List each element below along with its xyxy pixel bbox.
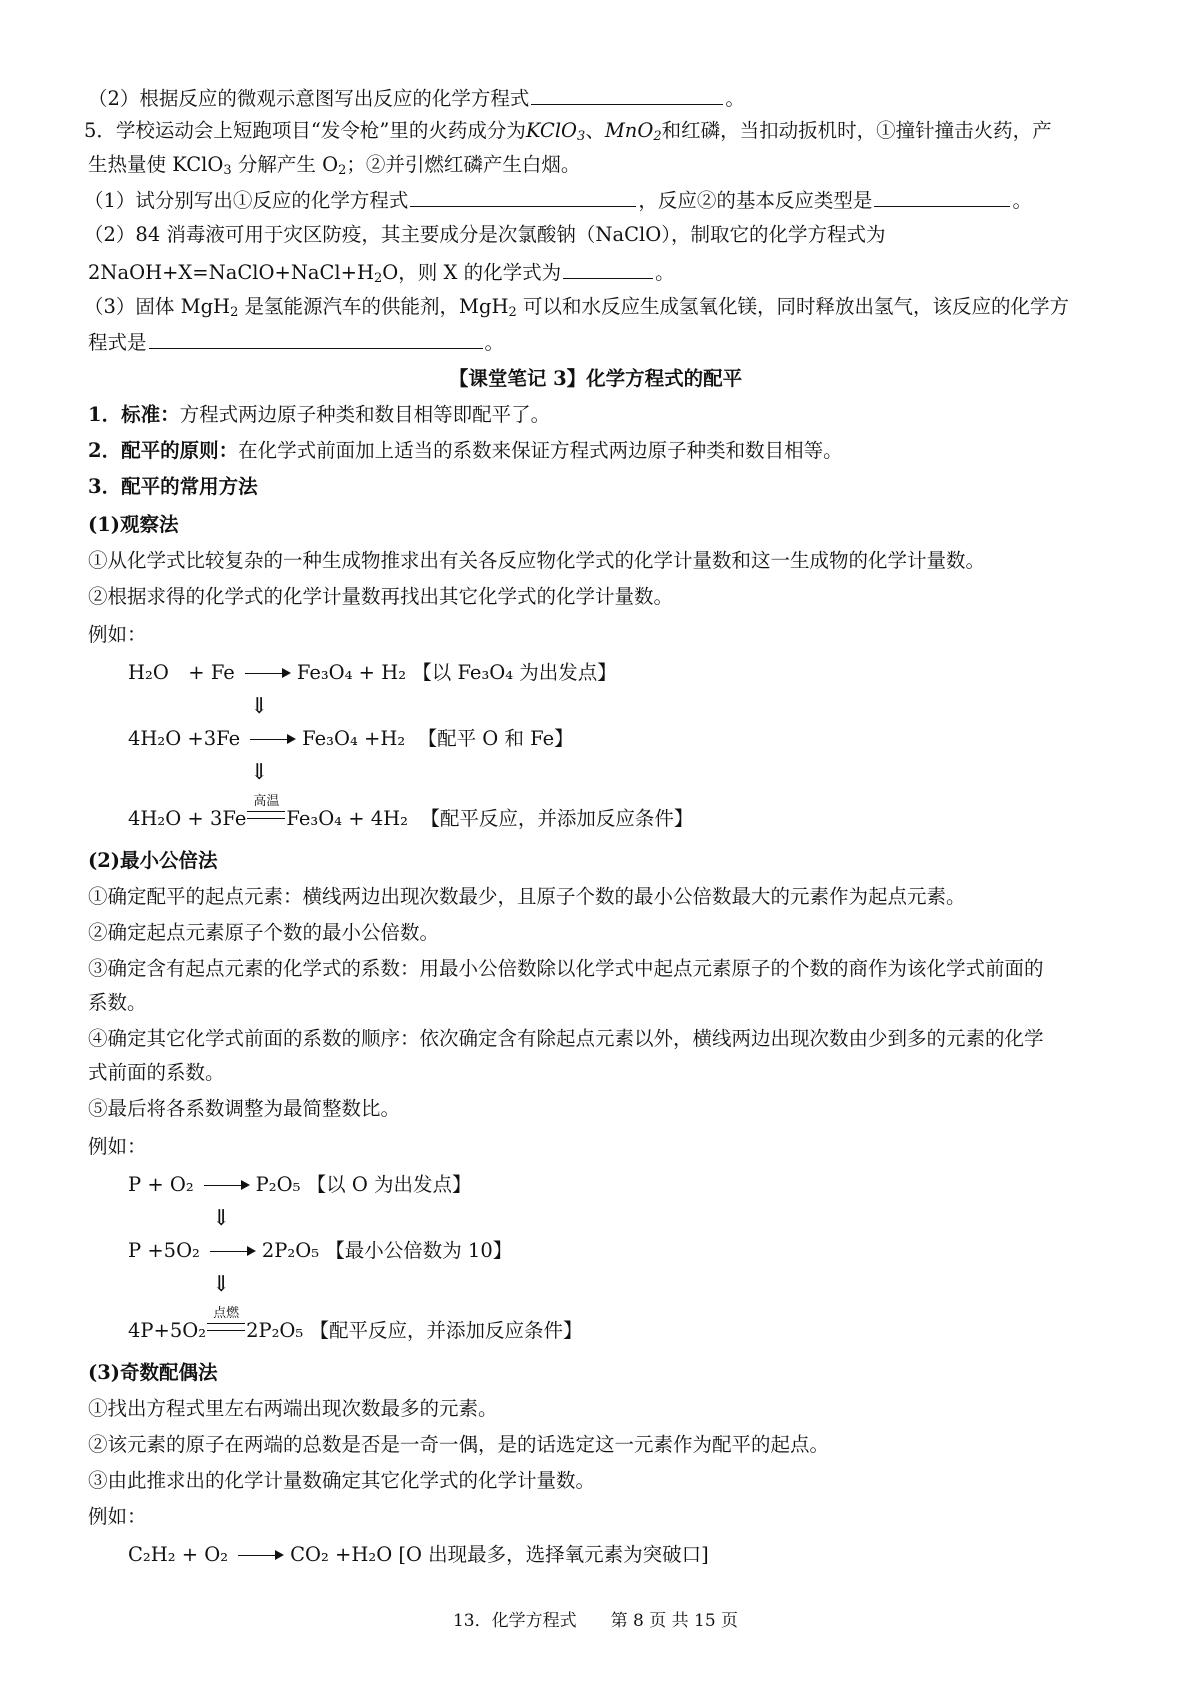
arrow-icon [238, 1555, 284, 1557]
item-2: 2．配平的原则：在化学式前面加上适当的系数来保证方程式两边原子种类和数目相等。 [88, 439, 843, 462]
method-3-step1: ①找出方程式里左右两端出现次数最多的元素。 [88, 1397, 498, 1420]
equation-1b: 4H₂O +3Fe Fe₃O₄ +H₂ 【配平 O 和 Fe】 [128, 727, 574, 750]
q5-sub3-line1: （3）固体 MgH$_2$ 是氢能源汽车的供能剂，MgH$_2$ 可以和水反应生成氢氧化镁，同时释放出氢气，该反应的化学方 [84, 295, 1069, 320]
item-3: 3．配平的常用方法 [88, 475, 258, 498]
arrow-icon [250, 739, 296, 741]
method-2-step4b: 式前面的系数。 [88, 1061, 225, 1084]
equation-1c: 4H₂O + 3Fe 高温 Fe₃O₄ + 4H₂ 【配平反应，并添加反应条件】 [128, 794, 694, 830]
q2-line: （2）根据反应的微观示意图写出反应的化学方程式 。 [88, 84, 1121, 112]
equation-2a: P + O₂ P₂O₅ 【以 O 为出发点】 [128, 1173, 472, 1196]
method-2-title: (2)最小公倍法 [88, 849, 218, 872]
method-2-step1: ①确定配平的起点元素：横线两边出现次数最少，且原子个数的最小公倍数最大的元素作为起点元素。 [88, 885, 966, 908]
method-3-step3: ③由此推求出的化学计量数确定其它化学式的化学计量数。 [88, 1469, 596, 1492]
equation-2b: P +5O₂ 2P₂O₅ 【最小公倍数为 10】 [128, 1239, 513, 1262]
arrow-icon [210, 1251, 256, 1253]
q5-sub1: （1）试分别写出①反应的化学方程式 ，反应②的基本反应类型是 。 [84, 186, 1121, 214]
method-1-title: (1)观察法 [88, 513, 179, 536]
equation-2c: 4P+5O₂ 点燃 2P₂O₅ 【配平反应，并添加反应条件】 [128, 1306, 583, 1342]
down-arrow-icon: ⇓ [212, 1206, 231, 1231]
method-1-step1: ①从化学式比较复杂的一种生成物推求出有关各反应物化学式的化学计量数和这一生成物的化学计量数。 [88, 549, 986, 572]
answer-blank[interactable] [531, 84, 723, 105]
method-2-step2: ②确定起点元素原子个数的最小公倍数。 [88, 921, 440, 944]
q5-line1: 5．学校运动会上短跑项目“发令枪”里的火药成分为KClO$_3$、MnO$_2$和红磷，当扣动扳机时，①撞针撞击火药，产 [84, 119, 1052, 144]
down-arrow-icon: ⇓ [250, 760, 269, 785]
answer-blank[interactable] [563, 258, 653, 279]
equation-1a: H₂O + Fe Fe₃O₄ + H₂ 【以 Fe₃O₄ 为出发点】 [128, 661, 617, 684]
answer-blank[interactable] [874, 186, 1010, 207]
arrow-icon [245, 673, 291, 675]
q5-sub3-line2: 程式是 。 [88, 328, 1121, 356]
kclo3-formula: KClO$_3$ [525, 119, 586, 144]
method-3-step2: ②该元素的原子在两端的总数是否是一奇一偶，是的话选定这一元素作为配平的起点。 [88, 1433, 830, 1456]
method-2-step5: ⑤最后将各系数调整为最简整数比。 [88, 1097, 401, 1120]
method-2-step4a: ④确定其它化学式前面的系数的顺序：依次确定含有除起点元素以外，横线两边出现次数由少到多的元素的化学 [88, 1027, 1044, 1050]
q5-sub2-line2: $2NaOH+X=NaClO+NaCl+H_2O$，则 X 的化学式为 。 [88, 258, 1121, 286]
reaction-condition: 高温 [247, 811, 285, 825]
arrow-icon [204, 1185, 250, 1187]
q5-sub2-line1: （2）84 消毒液可用于灾区防疫，其主要成分是次氯酸钠（NaClO），制取它的化学方程式为 [84, 223, 886, 246]
example-label: 例如： [88, 623, 147, 646]
equation-3a: C₂H₂ + O₂ CO₂ +H₂O [O 出现最多，选择氧元素为突破口] [128, 1543, 709, 1566]
down-arrow-icon: ⇓ [250, 694, 269, 719]
method-3-title: (3)奇数配偶法 [88, 1361, 218, 1384]
down-arrow-icon: ⇓ [212, 1272, 231, 1297]
q5-line2: 生热量使 KClO$_3$ 分解产生 $O_2$；②并引燃红磷产生白烟。 [88, 153, 581, 178]
example-label: 例如： [88, 1135, 147, 1158]
answer-blank[interactable] [410, 186, 636, 207]
method-2-step3b: 系数。 [88, 991, 147, 1014]
section-title: 【课堂笔记 3】化学方程式的配平 [448, 367, 743, 390]
answer-blank[interactable] [149, 328, 483, 349]
example-label: 例如： [88, 1505, 147, 1528]
method-2-step3a: ③确定含有起点元素的化学式的系数：用最小公倍数除以化学式中起点元素原子的个数的商作为该化学式前面的 [88, 957, 1044, 980]
q2-text: （2）根据反应的微观示意图写出反应的化学方程式 [88, 87, 530, 110]
method-1-step2: ②根据求得的化学式的化学计量数再找出其它化学式的化学计量数。 [88, 585, 674, 608]
reaction-condition: 点燃 [207, 1323, 245, 1337]
item-1: 1．标准：方程式两边原子种类和数目相等即配平了。 [88, 403, 551, 426]
mno2-formula: MnO$_2$ [604, 119, 662, 144]
page-footer: 13．化学方程式 第 8 页 共 15 页 [452, 1611, 739, 1631]
